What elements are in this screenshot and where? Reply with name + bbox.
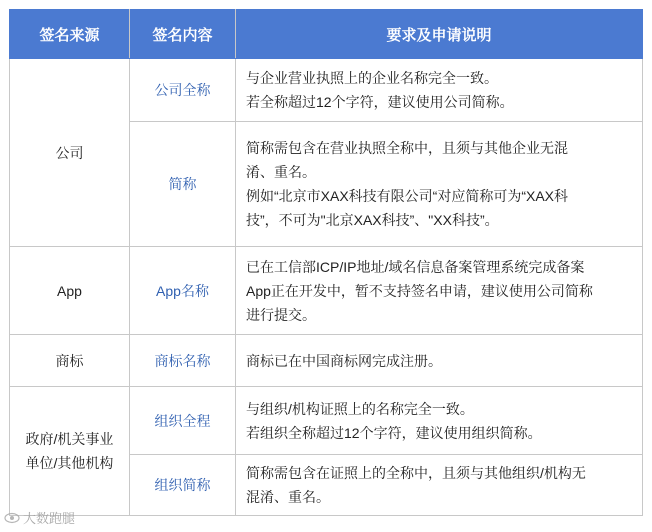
source-cell-app: App [10, 247, 130, 335]
requirement-line: 进行提交。 [246, 306, 316, 323]
eye-logo-icon [4, 512, 20, 524]
table-row [10, 59, 643, 122]
content-cell-org-short-name: 组织简称 [130, 455, 236, 516]
requirement-line: 淆、重名。 [246, 164, 316, 180]
content-cell-company-short-name: 简称 [130, 122, 236, 247]
content-cell-trademark-name: 商标名称 [130, 335, 236, 387]
requirement-cell-org-short-name [236, 455, 643, 516]
source-cell-trademark: 商标 [10, 335, 130, 387]
requirement-line: 简称需包含在营业执照全称中，且须与其他企业无混 [246, 140, 568, 156]
header-requirements: 要求及申请说明 [236, 10, 643, 59]
source-cell-government [10, 387, 130, 516]
requirement-line: 与企业营业执照上的企业名称完全一致。 [246, 70, 498, 86]
requirement-line: 例如“北京市XAX科技有限公司“对应简称可为“XAX科 [246, 188, 569, 204]
content-cell-org-full-name: 组织全程 [130, 387, 236, 455]
requirement-line: 混淆、重名。 [246, 489, 330, 505]
requirement-line: 简称需包含在证照上的全称中，且须与其他组织/机构无 [246, 465, 586, 481]
signature-requirements-table [9, 9, 643, 516]
requirement-line: 已在工信部ICP/IP地址/域名信息备案管理系统完成备案 [246, 258, 585, 275]
requirement-line: 若全称超过12个字符，建议使用公司简称。 [246, 94, 514, 110]
table-row [10, 335, 643, 387]
requirement-line: 若组织全称超过12个字符，建议使用组织简称。 [246, 424, 542, 441]
watermark-text: 大数跑腿 [23, 511, 76, 526]
requirement-line: 与组织/机构证照上的名称完全一致。 [246, 400, 474, 417]
content-cell-app-name: App名称 [130, 247, 236, 335]
requirement-line: 商标已在中国商标网完成注册。 [246, 352, 442, 369]
table-header-row [10, 10, 643, 59]
source-cell-company: 公司 [10, 59, 130, 247]
requirement-cell-app [236, 247, 643, 335]
source-line: 政府/机关事业 [25, 431, 114, 447]
header-signature-source: 签名来源 [10, 10, 130, 59]
requirement-line: App正在开发中，暂不支持签名申请，建议使用公司简称 [246, 282, 593, 299]
content-cell-company-full-name: 公司全称 [130, 59, 236, 122]
source-line: 单位/其他机构 [25, 455, 114, 471]
header-signature-content: 签名内容 [130, 10, 236, 59]
table-row [10, 387, 643, 455]
requirement-cell-org-full-name [236, 387, 643, 455]
requirement-line: 技”，不可为"北京XAX科技”、"XX科技”。 [246, 212, 499, 228]
requirement-cell-trademark [236, 335, 643, 387]
requirement-cell-company-full-name [236, 59, 643, 122]
table-row [10, 247, 643, 335]
requirement-cell-company-short-name [236, 122, 643, 247]
watermark [4, 508, 75, 527]
